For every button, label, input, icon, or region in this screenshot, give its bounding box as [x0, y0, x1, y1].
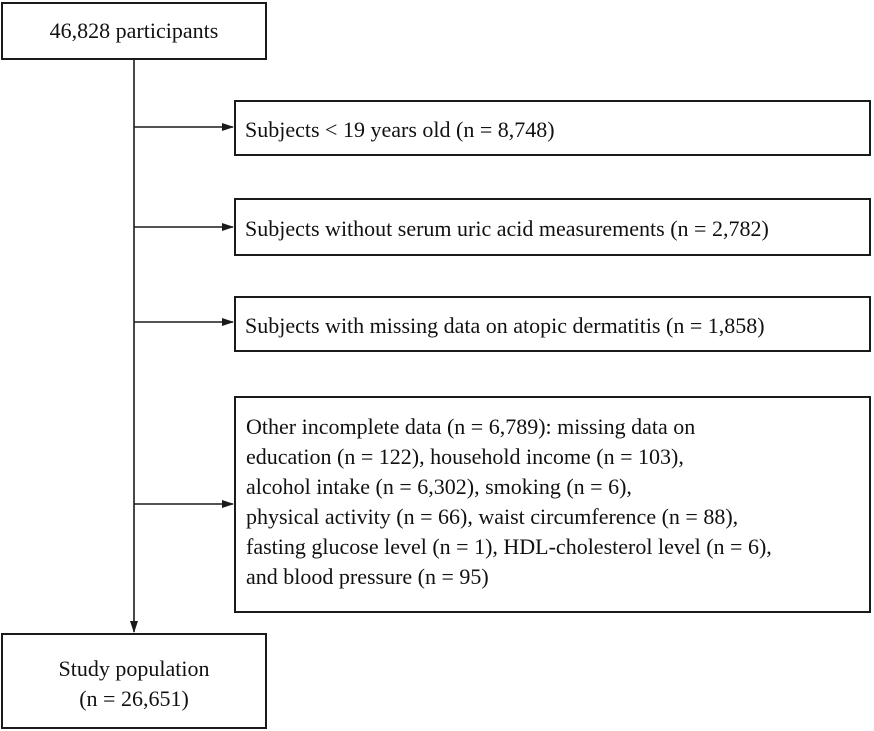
start-label: 46,828 participants	[49, 18, 219, 43]
exclusion-other-line-3: alcohol intake (n = 6,302), smoking (n = 6),	[246, 474, 632, 499]
exclusion-box-atopic-dermatitis	[234, 296, 871, 352]
exclusion-box-uric-acid	[234, 198, 871, 256]
start-box	[1, 2, 267, 60]
study-population-count: (n = 26,651)	[79, 686, 189, 711]
exclusion-box-other-incomplete	[234, 396, 871, 613]
study-population-box	[1, 633, 267, 729]
exclusion-label-age: Subjects < 19 years old (n = 8,748)	[245, 117, 555, 142]
exclusion-other-line-5: fasting glucose level (n = 1), HDL-cholesterol level (n = 6),	[246, 534, 772, 559]
exclusion-label-uric-acid: Subjects without serum uric acid measurements (n = 2,782)	[245, 216, 769, 241]
study-population-title: Study population	[58, 656, 210, 681]
exclusion-other-line-1: Other incomplete data (n = 6,789): missing data on	[246, 414, 696, 439]
exclusion-other-line-6: and blood pressure (n = 95)	[246, 564, 489, 589]
exclusion-other-line-2: education (n = 122), household income (n = 103),	[246, 444, 684, 469]
exclusion-box-age	[234, 100, 871, 156]
exclusion-other-line-4: physical activity (n = 66), waist circumference (n = 88),	[246, 504, 739, 529]
exclusion-label-atopic-dermatitis: Subjects with missing data on atopic dermatitis (n = 1,858)	[245, 313, 765, 338]
